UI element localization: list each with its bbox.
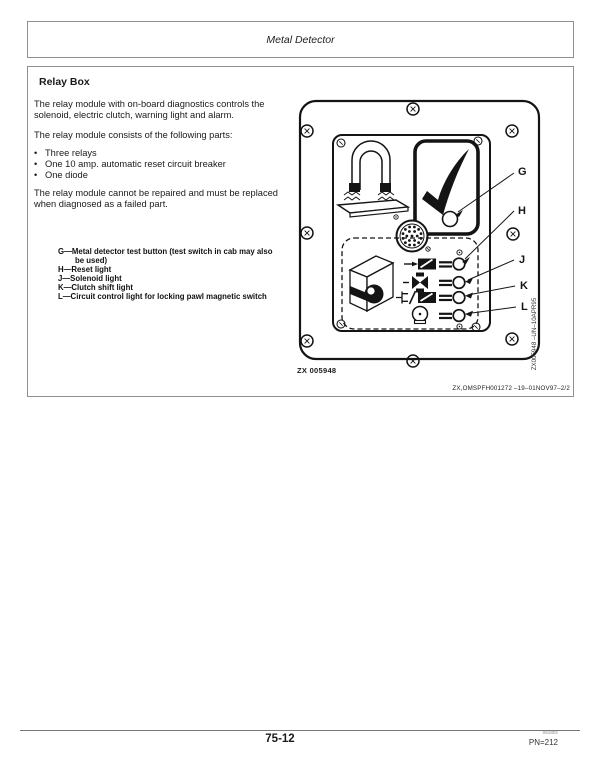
figure-caption: ZX 005948 [297,366,337,375]
bullet-list [34,148,294,181]
paragraph-1: The relay module with on-board diagnostics controls the solenoid, electric clutch, warning light and alarm. [34,99,265,120]
callout-legend [58,247,280,301]
list-item [34,159,294,170]
paragraph-2: The relay module consists of the following parts: [34,130,233,140]
led-l [453,310,465,322]
list-item-text: One diode [45,170,88,180]
callout-l: L [521,301,528,313]
figure-side-code: ZX005948 –UN–10APR95 [531,297,538,371]
bullet-icon: • [34,170,38,180]
header-title: Metal Detector [266,33,335,46]
date-code: 081802 [542,730,558,735]
paragraph-3: The relay module cannot be repaired and must be replaced when diagnosed as a failed part. [34,188,278,209]
bullet-icon: • [34,159,38,169]
running-header [27,21,574,58]
bullet-icon: • [34,148,38,158]
section-heading: Relay Box [39,76,90,88]
legend-item-k: K—Clutch shift light [58,283,133,292]
led-k [453,292,465,304]
legend-item-h: H—Reset light [58,265,112,274]
list-item [34,170,294,181]
led-j [453,277,465,289]
callout-j: J [519,254,526,266]
legend-item-j: J—Solenoid light [58,274,122,283]
led-h [453,258,465,270]
list-item [34,148,294,159]
document-code: ZX,OMSPFH001272 –19–01NOV97–2/2 [452,385,570,392]
relay-box-diagram [292,98,542,383]
callout-h: H [518,205,526,217]
test-button-g [443,212,458,227]
callout-g: G [518,166,527,178]
callout-k: K [520,280,528,292]
legend-item-g: G—Metal detector test button (test switch in cab may also be used) [58,247,273,265]
pn-code: PN=212 [528,738,558,747]
legend-item-l: L—Circuit control light for locking pawl magnetic switch [58,292,267,301]
page-number: 75-12 [265,733,295,745]
list-item-text: One 10 amp. automatic reset circuit breaker [45,159,226,169]
footer-rule [20,730,580,731]
list-item-text: Three relays [45,148,97,158]
